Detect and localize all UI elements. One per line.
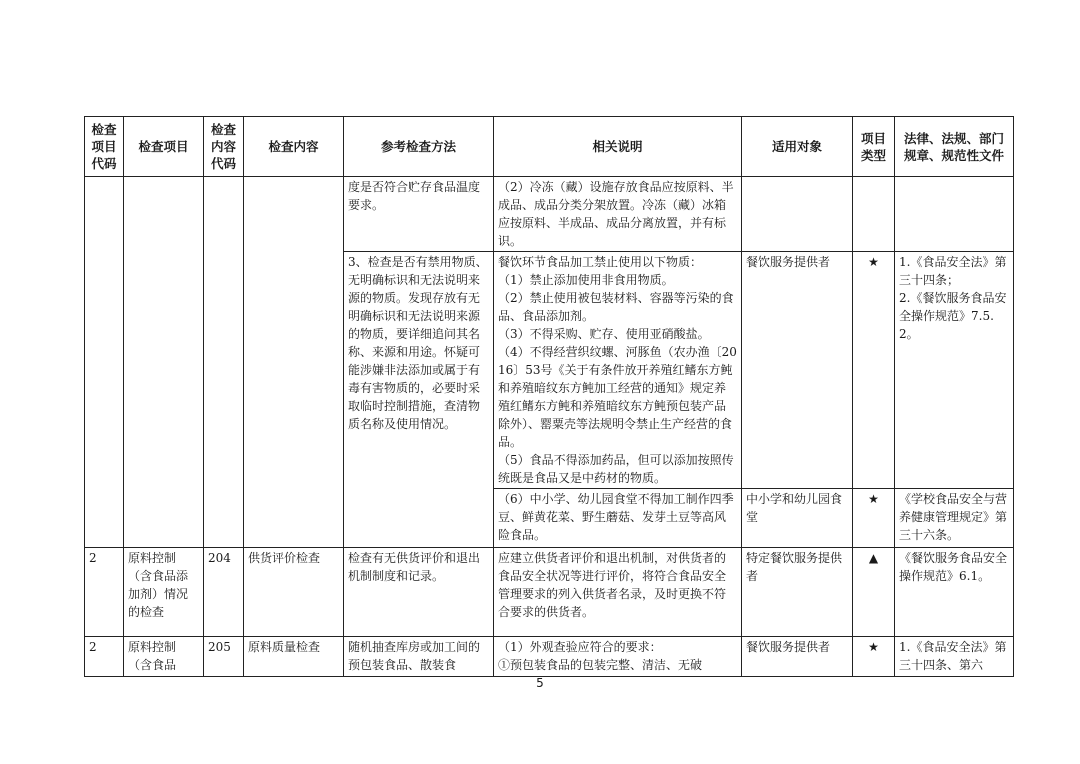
item-cell: 原料控制（含食品: [124, 637, 204, 677]
type-star-icon: ★: [853, 637, 895, 677]
header-code: 检查项目代码: [85, 117, 124, 177]
notes-cell: （2）冷冻（藏）设施存放食品应按原料、半成品、成品分类分架放置。冷冻（藏）冰箱应按原料、半成品、成品分离放置，并有标识。: [494, 177, 742, 252]
header-content: 检查内容: [244, 117, 344, 177]
method-cell: 度是否符合贮存食品温度要求。: [344, 177, 494, 252]
notes-cell: 应建立供货者评价和退出机制，对供货者的食品安全状况等进行评价，将符合食品安全管理要求的列入供货者名录，及时更换不符合要求的供货者。: [494, 548, 742, 637]
type-triangle-icon: ▲: [853, 548, 895, 637]
target-cell: 中小学和幼儿园食堂: [742, 489, 853, 548]
header-item: 检查项目: [124, 117, 204, 177]
type-star-icon: ★: [853, 252, 895, 489]
inspection-table: [84, 116, 1014, 677]
laws-cell: 1.《食品安全法》第三十四条、第六: [895, 637, 1014, 677]
header-content-code: 检查内容代码: [204, 117, 244, 177]
code-cell: 2: [85, 548, 124, 637]
page-number: 5: [536, 676, 544, 690]
target-cell: 餐饮服务提供者: [742, 637, 853, 677]
table-row: [85, 637, 1014, 677]
type-star-icon: ★: [853, 489, 895, 548]
notes-cell: 餐饮环节食品加工禁止使用以下物质： （1）禁止添加使用非食用物质。 （2）禁止使用被包装材料、容器等污染的食品、食品添加剂。 （3）不得采购、贮存、使用亚硝酸盐。 （4）不得经营织纹螺、河豚鱼（农办渔〔2016〕53号《关于有条件放开养殖红鳍东方鲀和养殖暗纹东方鲀加工经营的通知》规定养殖红鳍东方鲀和养殖暗纹东方鲀预包装产品除外）、罂粟壳等法规明令禁止生产经营的食品。 （5）食品不得添加药品，但可以添加按照传统既是食品又是中药材的物质。: [494, 252, 742, 489]
target-cell: 特定餐饮服务提供者: [742, 548, 853, 637]
laws-cell: 1.《食品安全法》第三十四条； 2.《餐饮服务食品安全操作规范》7.5.2。: [895, 252, 1014, 489]
header-row: [85, 117, 1014, 177]
content-cell: 供货评价检查: [244, 548, 344, 637]
laws-cell: 《餐饮服务食品安全操作规范》6.1。: [895, 548, 1014, 637]
header-notes: 相关说明: [494, 117, 742, 177]
header-laws: 法律、法规、部门规章、规范性文件: [895, 117, 1014, 177]
notes-cell: （6）中小学、幼儿园食堂不得加工制作四季豆、鲜黄花菜、野生蘑菇、发芽土豆等高风险食品。: [494, 489, 742, 548]
method-cell: 检查有无供货评价和退出机制制度和记录。: [344, 548, 494, 637]
notes-cell: （1）外观查验应符合的要求： ①预包装食品的包装完整、清洁、无破: [494, 637, 742, 677]
content-code-cell: 205: [204, 637, 244, 677]
header-type: 项目类型: [853, 117, 895, 177]
laws-cell: 《学校食品安全与营养健康管理规定》第三十六条。: [895, 489, 1014, 548]
table-row: [85, 177, 1014, 252]
item-cell: 原料控制（含食品添加剂）情况的检查: [124, 548, 204, 637]
method-cell: 随机抽查库房或加工间的预包装食品、散装食: [344, 637, 494, 677]
content-code-cell: 204: [204, 548, 244, 637]
code-cell: 2: [85, 637, 124, 677]
header-method: 参考检查方法: [344, 117, 494, 177]
target-cell: 餐饮服务提供者: [742, 252, 853, 489]
content-cell: 原料质量检查: [244, 637, 344, 677]
table-row: [85, 548, 1014, 637]
header-target: 适用对象: [742, 117, 853, 177]
method-cell: 3、检查是否有禁用物质、无明确标识和无法说明来源的物质。发现存放有无明确标识和无法说明来源的物质，要详细追问其名称、来源和用途。怀疑可能涉嫌非法添加或属于有毒有害物质的，必要时采取临时控制措施，查清物质名称及使用情况。: [344, 252, 494, 548]
